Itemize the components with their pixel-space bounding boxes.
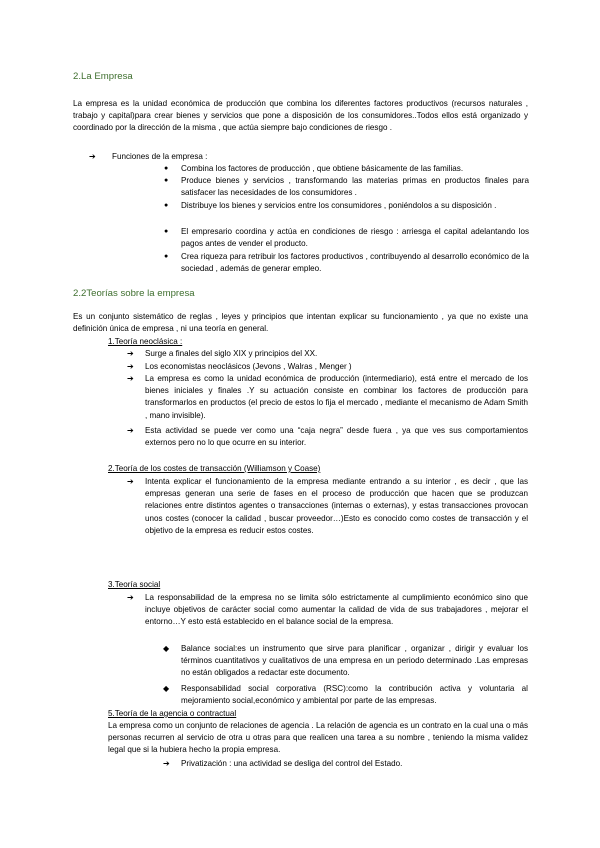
theory-title-social: 3.Teoría social xyxy=(108,580,161,589)
arrow-icon: ➔ xyxy=(127,374,134,383)
arrow-icon: ➔ xyxy=(127,477,134,486)
theory-item: Surge a finales del siglo XIX y principios del XX. xyxy=(145,349,318,358)
bullet-icon: ● xyxy=(164,177,169,184)
theory-item: Esta actividad se puede ver como una “caja negra” desde fuera , ya que ves sus comportamientos externos pero no lo que ocurre en su interior. xyxy=(145,426,528,448)
theory-item: La empresa es como la unidad económica de producción (intermediario), está entre el mercado de los bienes iniciales y finales .Y su actuación consiste en combinar los factores de producción para transformarlos en productos (el precio de estos lo fija el mercado , mediante el mecanismo de Adam Smith , mano invisible). xyxy=(145,374,528,420)
theory-item: Los economistas neoclásicos (Jevons , Walras , Menger ) xyxy=(145,362,352,371)
theory-item: Intenta explicar el funcionamiento de la empresa mediante entrando a su interior , es decir , que las empresas generan una serie de fases en el proceso de producción que hacen que se produzcan relaciones entre distintos agentes o transacciones (internas o externas), y estas transacciones provocan unos costes (conocer la calidad , buscar proveedor…)Esto es conocido como costes de transacción y el objetivo de la empresa es reducir estos costes. xyxy=(145,477,528,535)
theories-intro: Es un conjunto sistemático de reglas , leyes y principios que intentan explicar su funcionamiento , ya que no existe una definición única de empresa , ni una teoría en general. xyxy=(73,312,528,334)
theory-title-agencia: 5.Teoría de la agencia o contractual xyxy=(108,709,237,718)
bullet-icon: ● xyxy=(164,228,169,235)
arrow-icon: ➔ xyxy=(127,426,134,435)
function-item: Crea riqueza para retribuir los factores productivos , contribuyendo al desarrollo económico de la sociedad , además de generar empleo. xyxy=(181,252,529,274)
arrow-icon: ➔ xyxy=(127,593,134,602)
bullet-icon: ● xyxy=(164,202,169,209)
function-item: Produce bienes y servicios , transformando las materias primas en productos finales para satisfacer las necesidades de los consumidores . xyxy=(181,176,529,198)
diamond-icon: ◆ xyxy=(163,684,170,693)
functions-title: Funciones de la empresa : xyxy=(112,152,208,161)
bullet-icon: ● xyxy=(164,253,169,260)
diamond-icon: ◆ xyxy=(163,644,170,653)
arrow-icon: ➔ xyxy=(127,362,134,371)
section-title-la-empresa: 2.La Empresa xyxy=(73,71,133,82)
theory-subitem: Balance social:es un instrumento que sirve para planificar , organizar , dirigir y evaluar los términos cuantitativos y cualitativos de una empresa en un periodo determinado .Las empresas no están obligados a redactar este documento. xyxy=(181,644,528,678)
agency-intro: La empresa como un conjunto de relaciones de agencia . La relación de agencia es un contrato en la cual una o más personas recurren al servicio de otra u otras para que realicen una tarea a su nombre , teniendo la misma validez legal que si la hubiera hecho la propia empresa. xyxy=(108,721,528,755)
bullet-icon: ● xyxy=(164,165,169,172)
function-item: El empresario coordina y actúa en condiciones de riesgo : arriesga el capital adelantando los pagos antes de vender el producto. xyxy=(181,227,529,249)
section-title-teorias: 2.2Teorías sobre la empresa xyxy=(73,288,195,299)
theory-item: La responsabilidad de la empresa no se limita sólo estrictamente al cumplimiento económico sino que incluye objetivos de carácter social como aumentar la calidad de vida de sus trabajadores , mejorar el entorno…Y esto está establecido en el balance social de la empresa. xyxy=(145,593,528,627)
arrow-icon: ➔ xyxy=(163,759,170,768)
theory-title-costes-transaccion: 2.Teoría de los costes de transacción (Williamson y Coase) xyxy=(108,464,321,473)
arrow-icon: ➔ xyxy=(127,349,134,358)
intro-paragraph: La empresa es la unidad económica de producción que combina los diferentes factores productivos (recursos naturales , trabajo y capital)para crear bienes y servicios que pone a disposición de los consumidores..Todos ellos está organizado y coordinado por la dirección de la misma , que actúa siempre bajo condiciones de riesgo . xyxy=(73,99,528,133)
function-item: Combina los factores de producción , que obtiene básicamente de las familias. xyxy=(181,164,464,173)
function-item: Distribuye los bienes y servicios entre los consumidores , poniéndolos a su disposición . xyxy=(181,201,497,210)
theory-subitem: Responsabilidad social corporativa (RSC):como la contribución activa y voluntaria al mejoramiento social,económico y ambiental por parte de las empresas. xyxy=(181,684,528,706)
theory-title-neoclasica: 1.Teoría neoclásica : xyxy=(108,337,183,346)
theory-item: Privatización : una actividad se desliga del control del Estado. xyxy=(181,759,403,768)
arrow-icon: ➔ xyxy=(89,152,96,161)
